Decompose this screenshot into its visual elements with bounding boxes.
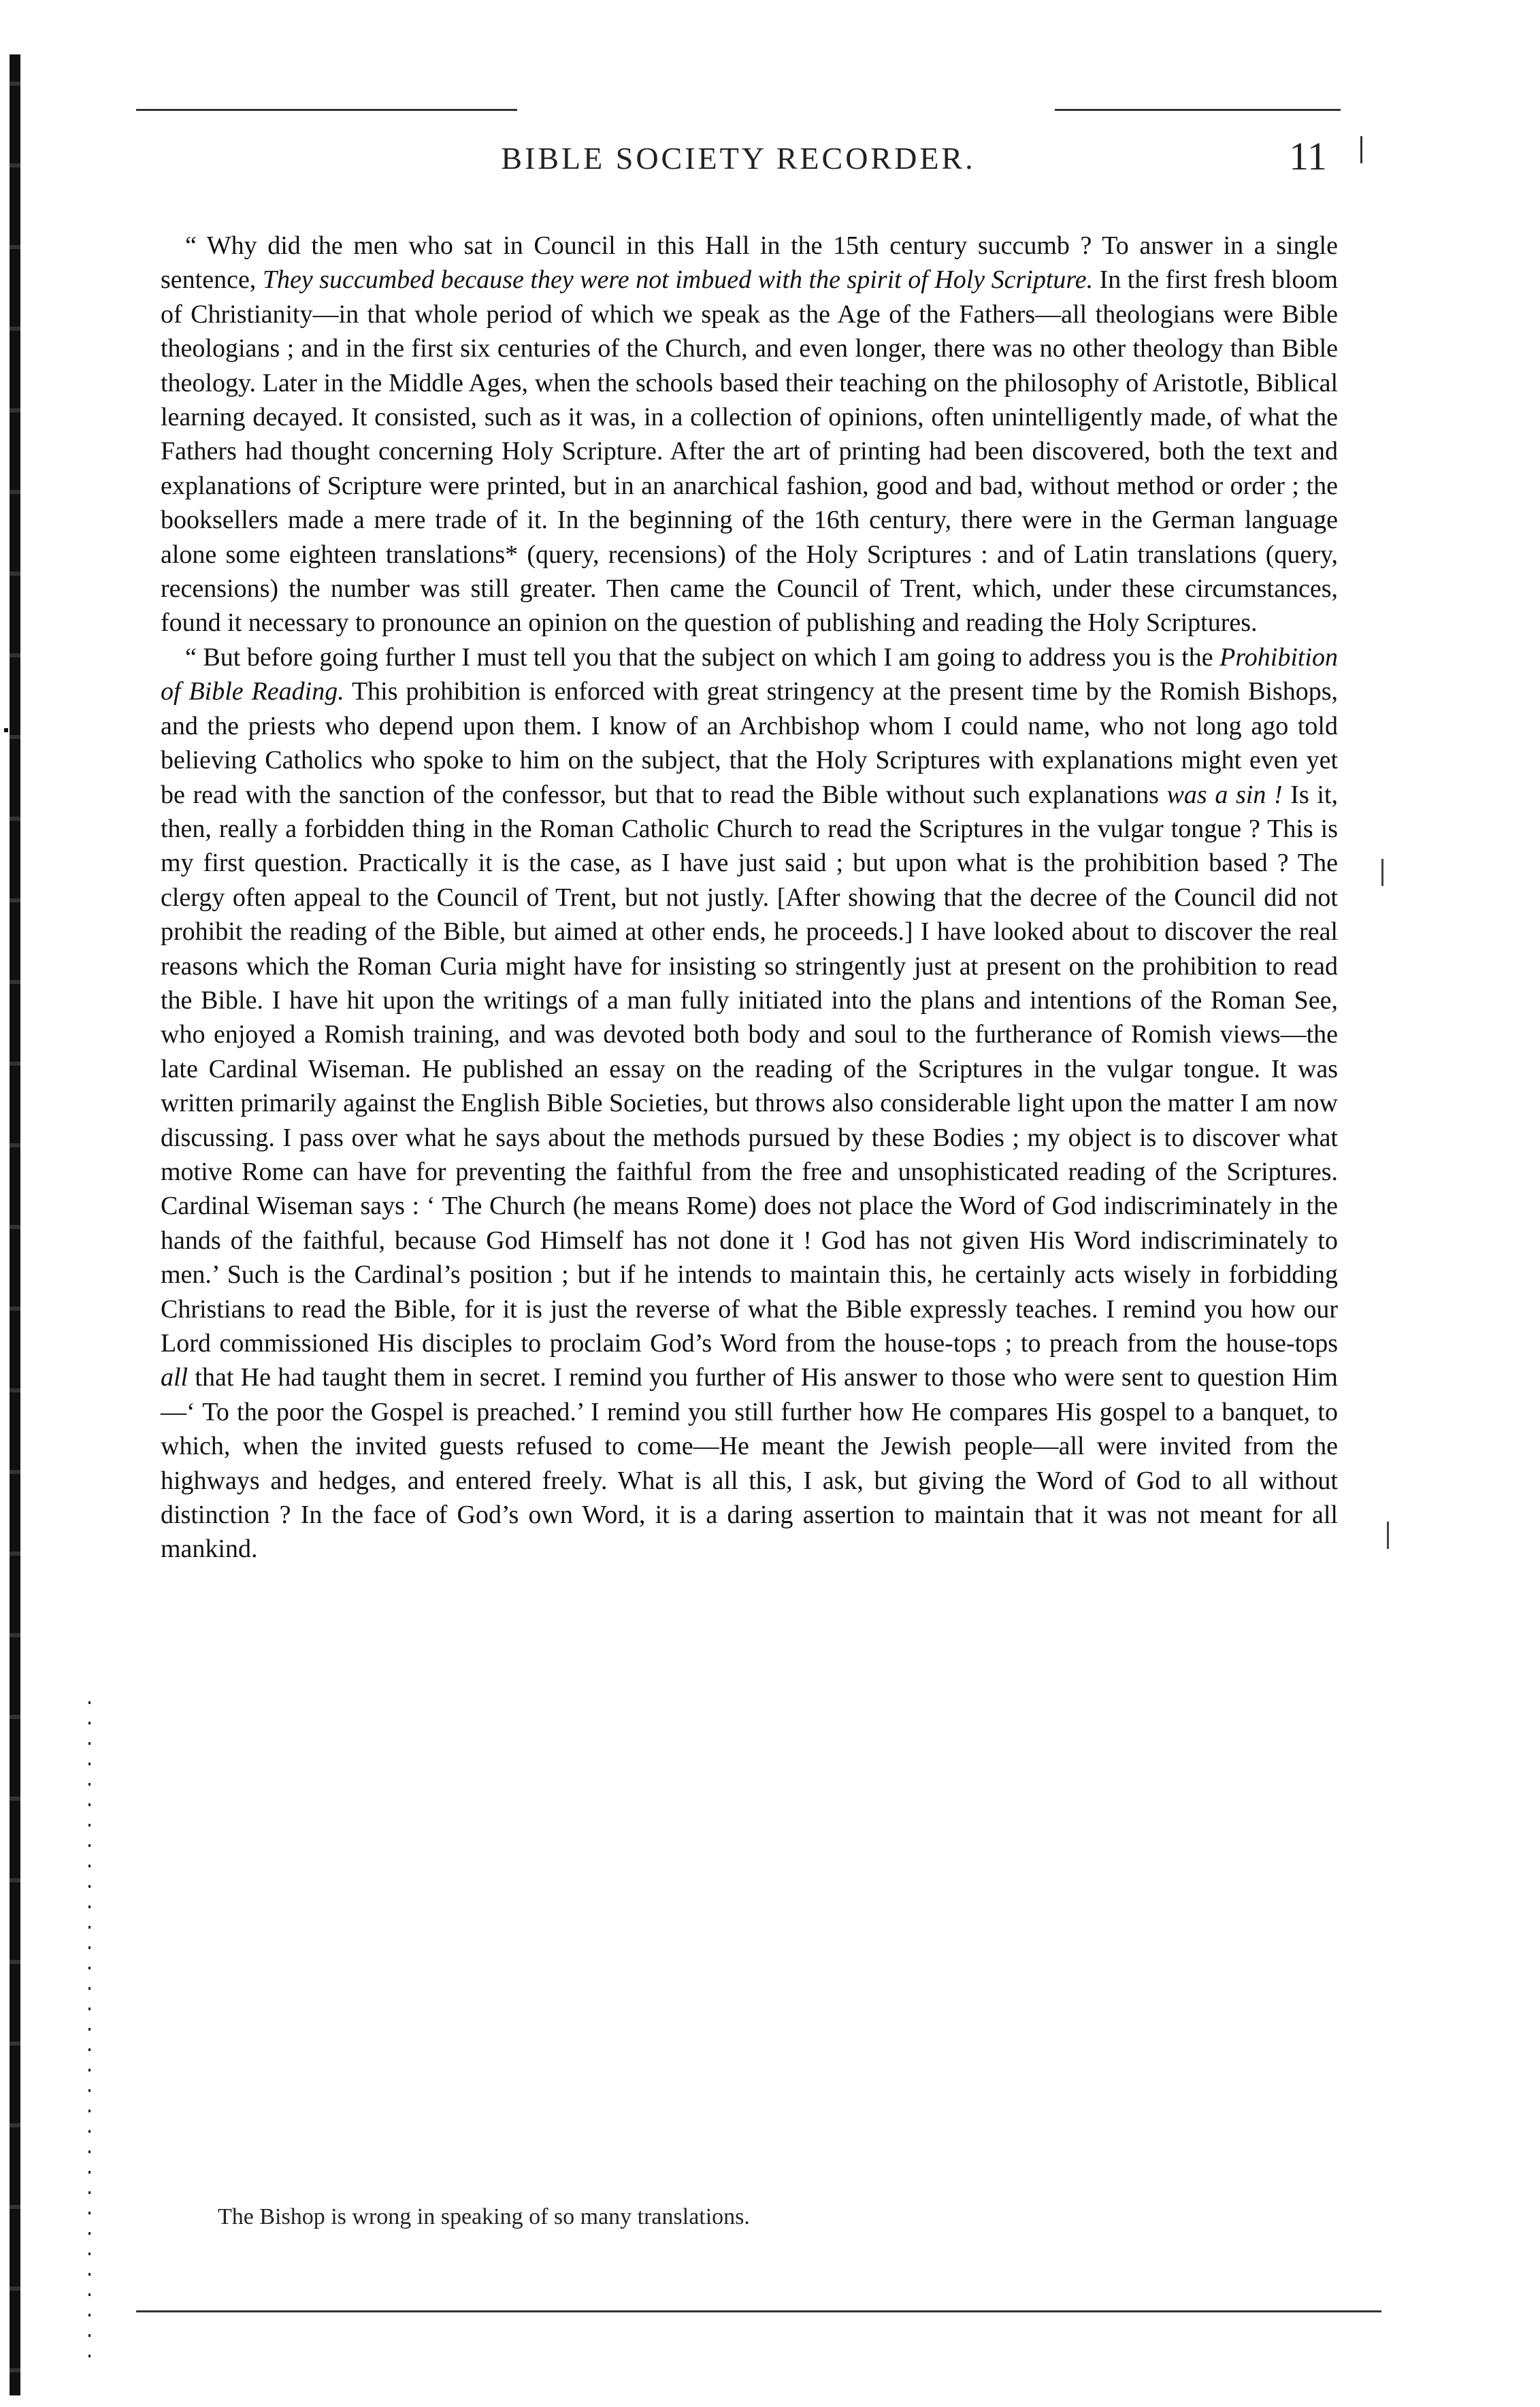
text-run: This prohibition is enforced with great stringency at the present time by the Romish Bishops, and the priests who depend upon them. I know of an Archbishop whom I could name, who not long ago told believing Catholics who spoke to him on the subject, that the Holy Scriptures with explanations might even yet be read with the sanction of the confessor, but that to read the Bible without such explanations bbox=[161, 677, 1338, 809]
binding-edge bbox=[10, 54, 20, 2395]
margin-mark bbox=[4, 728, 8, 732]
text-run: Is it, then, really a forbidden thing in the Roman Catholic Church to read the Scriptures in the vulgar tongue ? This is my first question. Practically it is the case, as I have just said ; but upon what is the prohibition based ? The clergy often appeal to the Council of Trent, but not justly. [After showing that the decree of the Council did not prohibit the reading of the Bible, but aimed at other ends, he proceeds.] I have looked about to discover the real reasons which the Roman Curia might have for insisting so stringently just at present on the prohibition to read the Bible. I have hit upon the writings of a man fully initiated into the plans and intentions of the Roman See, who enjoyed a Romish training, and was devoted both body and soul to the furtherance of Romish views—the late Cardinal Wiseman. He published an essay on the reading of the Scriptures in the vulgar tongue. It was written primarily against the English Bible Societies, but throws also considerable light upon the matter I am now discussing. I pass over what he says about the methods pursued by these Bodies ; my object is to discover what motive Rome can have for preventing the faithful from the free and unsophisticated reading of the Scriptures. Cardinal Wiseman says : ‘ The Church (he means Rome) does not place the Word of God indiscriminately in the hands of the faithful, because God Himself has not done it ! God has not given His Word indiscriminately to men.’ Such is the Cardinal’s position ; but if he intends to maintain this, he certainly acts wisely in forbidding Christians to read the Bible, for it is just the reverse of what the Bible expressly teaches. I remind you how our Lord commissioned His disciples to proclaim God’s Word from the house-tops ; to preach from the house-tops bbox=[161, 780, 1339, 1358]
italic-text: Prohibition of Bible Reading. bbox=[161, 642, 1338, 706]
italic-text: They succumbed because they were not imbued with the spirit of Holy Scripture. bbox=[262, 265, 1094, 295]
binding-stitch-marks bbox=[88, 1701, 91, 2368]
paragraph bbox=[161, 640, 1338, 1567]
text-run: In the first fresh bloom of Christianity—in that whole period of which we speak as the Age of the Fathers—all theologians were Bible theologians ; and in the first six centuries of the Church, and even longer, there was no other theology than Bible theology. Later in the Middle Ages, when the schools based their teaching on the philosophy of Aristotle, Biblical learning decayed. It consisted, such as it was, in a collection of opinions, often unintelligently made, of what the Fathers had thought concerning Holy Scripture. After the art of printing had been discovered, both the text and explanations of Scripture were printed, but in an anarchical fashion, good and bad, without method or order ; the booksellers made a mere trade of it. In the beginning of the 16th century, there were in the German language alone some eighteen translations* (query, recensions) of the Holy Scriptures : and of Latin translations (query, recensions) the number was still greater. Then came the Council of Trent, which, under these circumstances, found it necessary to pronounce an opinion on the question of publishing and reading the Holy Scriptures. bbox=[161, 265, 1339, 638]
paragraph bbox=[161, 229, 1338, 640]
page-number: 11 bbox=[1289, 134, 1327, 178]
italic-text: all bbox=[161, 1363, 189, 1392]
italic-text: was a sin ! bbox=[1166, 780, 1283, 809]
margin-mark bbox=[1387, 1522, 1389, 1549]
running-title: BIBLE SOCIETY RECORDER. bbox=[501, 141, 976, 176]
bottom-rule bbox=[136, 2310, 1381, 2312]
text-run: that He had taught them in secret. I remind you further of His answer to those who were sent to question Him—‘ To the poor the Gospel is preached.’ I remind you still further how He compares His gospel to a banquet, to which, when the invited guests refused to come—He meant the Jewish people—all were invited from the highways and hedges, and entered freely. What is all this, I ask, but giving the Word of God to all without distinction ? In the face of God’s own Word, it is a daring assertion to maintain that it was not meant for all mankind. bbox=[161, 1363, 1338, 1564]
margin-mark bbox=[1360, 136, 1362, 163]
article-body bbox=[161, 229, 1338, 1567]
text-run: “ But before going further I must tell you that the subject on which I am going to address you is the bbox=[185, 642, 1220, 672]
top-rule-left bbox=[136, 109, 517, 111]
footnote: The Bishop is wrong in speaking of so many translations. bbox=[218, 2204, 750, 2229]
page-header bbox=[136, 129, 1341, 191]
margin-mark bbox=[1381, 859, 1383, 886]
text-run: “ Why did the men who sat in Council in this Hall in the 15th century succumb ? To answer in a single sentence, bbox=[161, 231, 1338, 295]
top-rule-right bbox=[1055, 109, 1341, 111]
